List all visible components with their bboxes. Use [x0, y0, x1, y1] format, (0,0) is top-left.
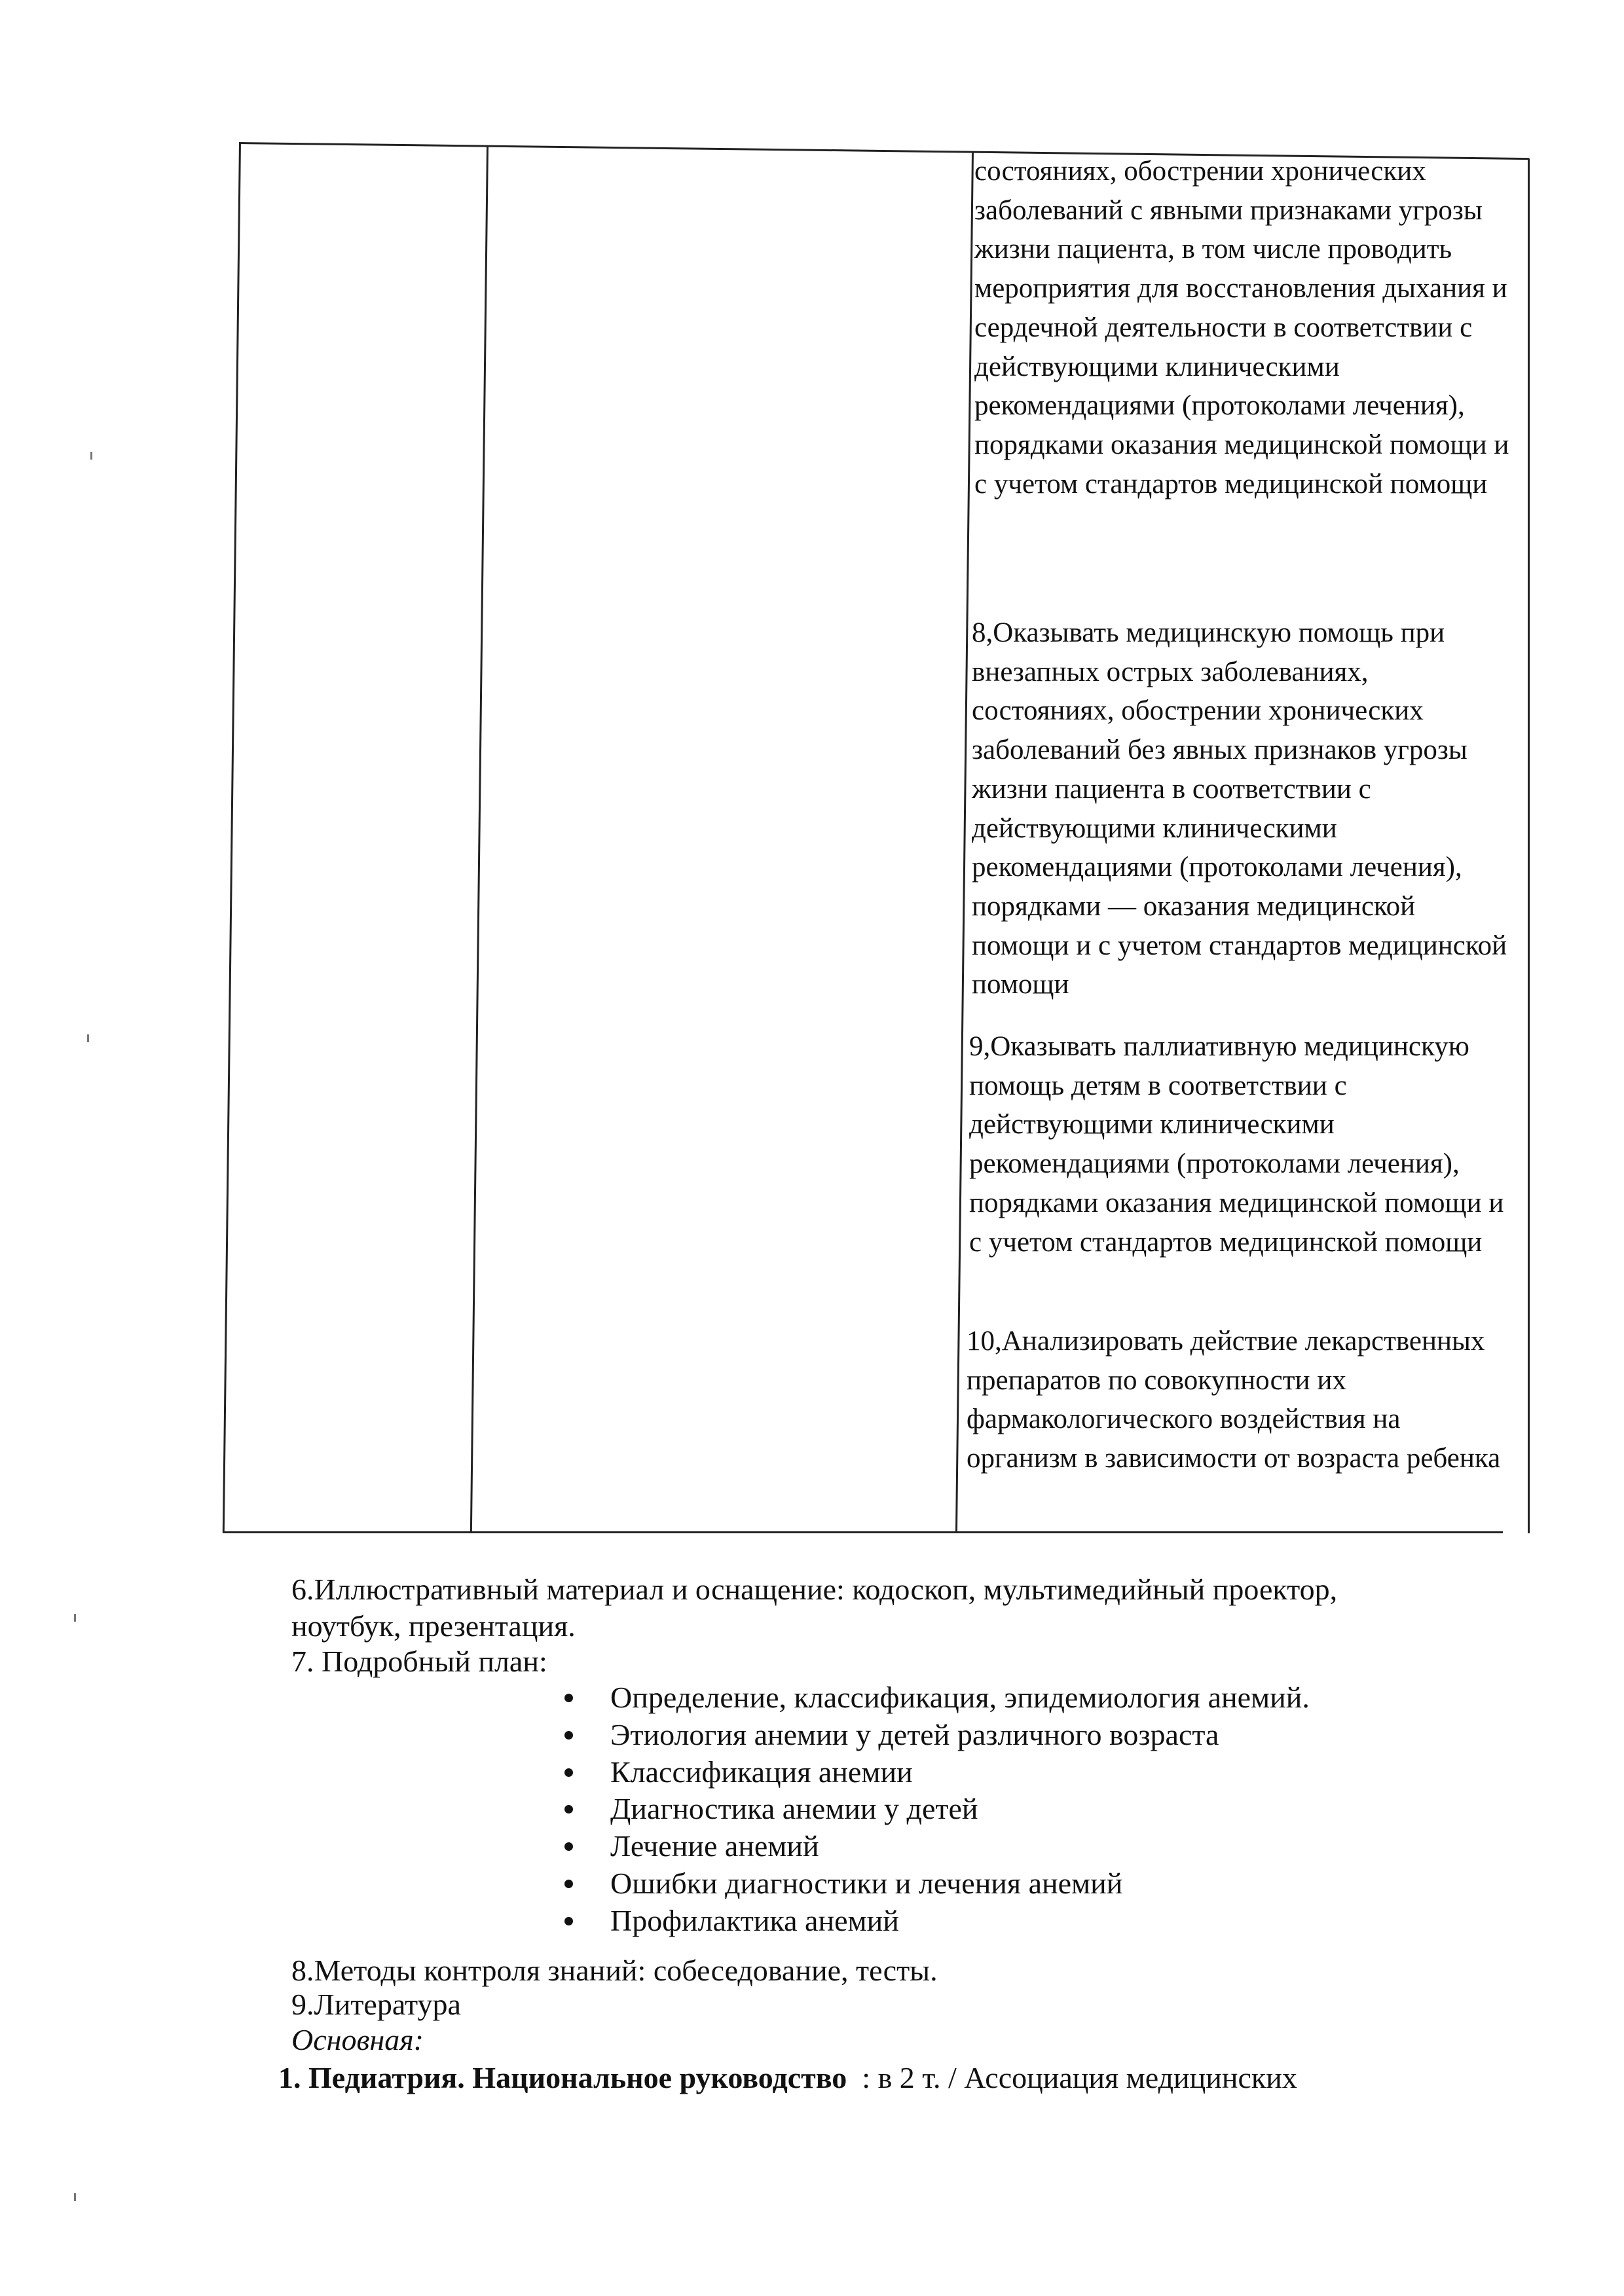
- list-item: Профилактика анемий: [558, 1903, 1310, 1940]
- scan-speck: [90, 452, 92, 460]
- list-item: Классификация анемии: [558, 1754, 1310, 1791]
- section-6-line-2: ноутбук, презентация.: [291, 1609, 576, 1643]
- section-7-heading: 7. Подробный план:: [291, 1645, 547, 1678]
- table-col-divider-1: [470, 145, 489, 1533]
- table-left-border: [223, 142, 241, 1533]
- bullet-icon: [564, 1694, 573, 1702]
- bullet-icon: [564, 1917, 573, 1925]
- table-cell: [974, 152, 1518, 503]
- plan-list: [558, 1679, 1310, 1940]
- competency-8: 8,Оказывать медицинскую помощь при внезапных острых заболеваниях, состояниях, обострении хронических заболеваний без явных признаков угрозы жизни пациента в соответствии с действующими клиническими рекомендациями (протоколами лечения), порядками — оказания медицинской помощи и с учетом стандартов медицинской помощи: [972, 617, 1507, 1000]
- list-item: Этиология анемии у детей различного возраста: [558, 1717, 1310, 1754]
- competency-9: 9,Оказывать паллиативную медицинскую помощь детям в соответствии с действующими клиническими рекомендациями (протоколами лечения), порядками оказания медицинской помощи и с учетом стандартов медицинской помощи: [969, 1031, 1504, 1258]
- scan-speck: [74, 1614, 76, 1622]
- scan-speck: [74, 2193, 76, 2201]
- competency-table: [223, 142, 1529, 1534]
- table-cell: [967, 1322, 1510, 1478]
- list-item: Лечение анемий: [558, 1828, 1310, 1865]
- bullet-icon: [564, 1880, 573, 1888]
- table-right-border: [1528, 158, 1530, 1533]
- list-item: Определение, классификация, эпидемиология анемий.: [558, 1679, 1310, 1717]
- section-9-heading: 9.Литература: [291, 1988, 461, 2021]
- bullet-icon: [564, 1842, 573, 1851]
- bullet-icon: [564, 1805, 573, 1813]
- table-bottom-border: [223, 1531, 1503, 1533]
- reference-1: [278, 2060, 1297, 2096]
- table-cell: [969, 1027, 1513, 1262]
- section-6-line-1: 6.Иллюстративный материал и оснащение: кодоскоп, мультимедийный проектор,: [291, 1573, 1338, 1606]
- section-9-subheading: Основная:: [291, 2023, 424, 2056]
- competency-10: 10,Анализировать действие лекарственных препаратов по совокупности их фармакологического воздействия на организм в зависимости от возраста ребенка: [967, 1326, 1501, 1474]
- scan-speck: [87, 1034, 89, 1042]
- competency-7-continued: состояниях, обострении хронических заболеваний с явными признаками угрозы жизни пациента, в том числе проводить мероприятия для восстановления дыхания и сердечной деятельности в соответствии с действующими клиническими рекомендациями (протоколами лечения), порядками оказания медицинской помощи и с учетом стандартов медицинской помощи: [974, 156, 1509, 500]
- reference-1-title: 1. Педиатрия. Национальное руководство: [278, 2061, 847, 2094]
- reference-1-rest: : в 2 т. / Ассоциация медицинских: [847, 2061, 1297, 2094]
- list-item: Диагностика анемии у детей: [558, 1791, 1310, 1828]
- list-item: Ошибки диагностики и лечения анемий: [558, 1865, 1310, 1903]
- section-8-text: 8.Методы контроля знаний: собеседование, тесты.: [291, 1954, 938, 1987]
- table-cell: [972, 613, 1515, 1004]
- bullet-icon: [564, 1731, 573, 1740]
- bullet-icon: [564, 1768, 573, 1777]
